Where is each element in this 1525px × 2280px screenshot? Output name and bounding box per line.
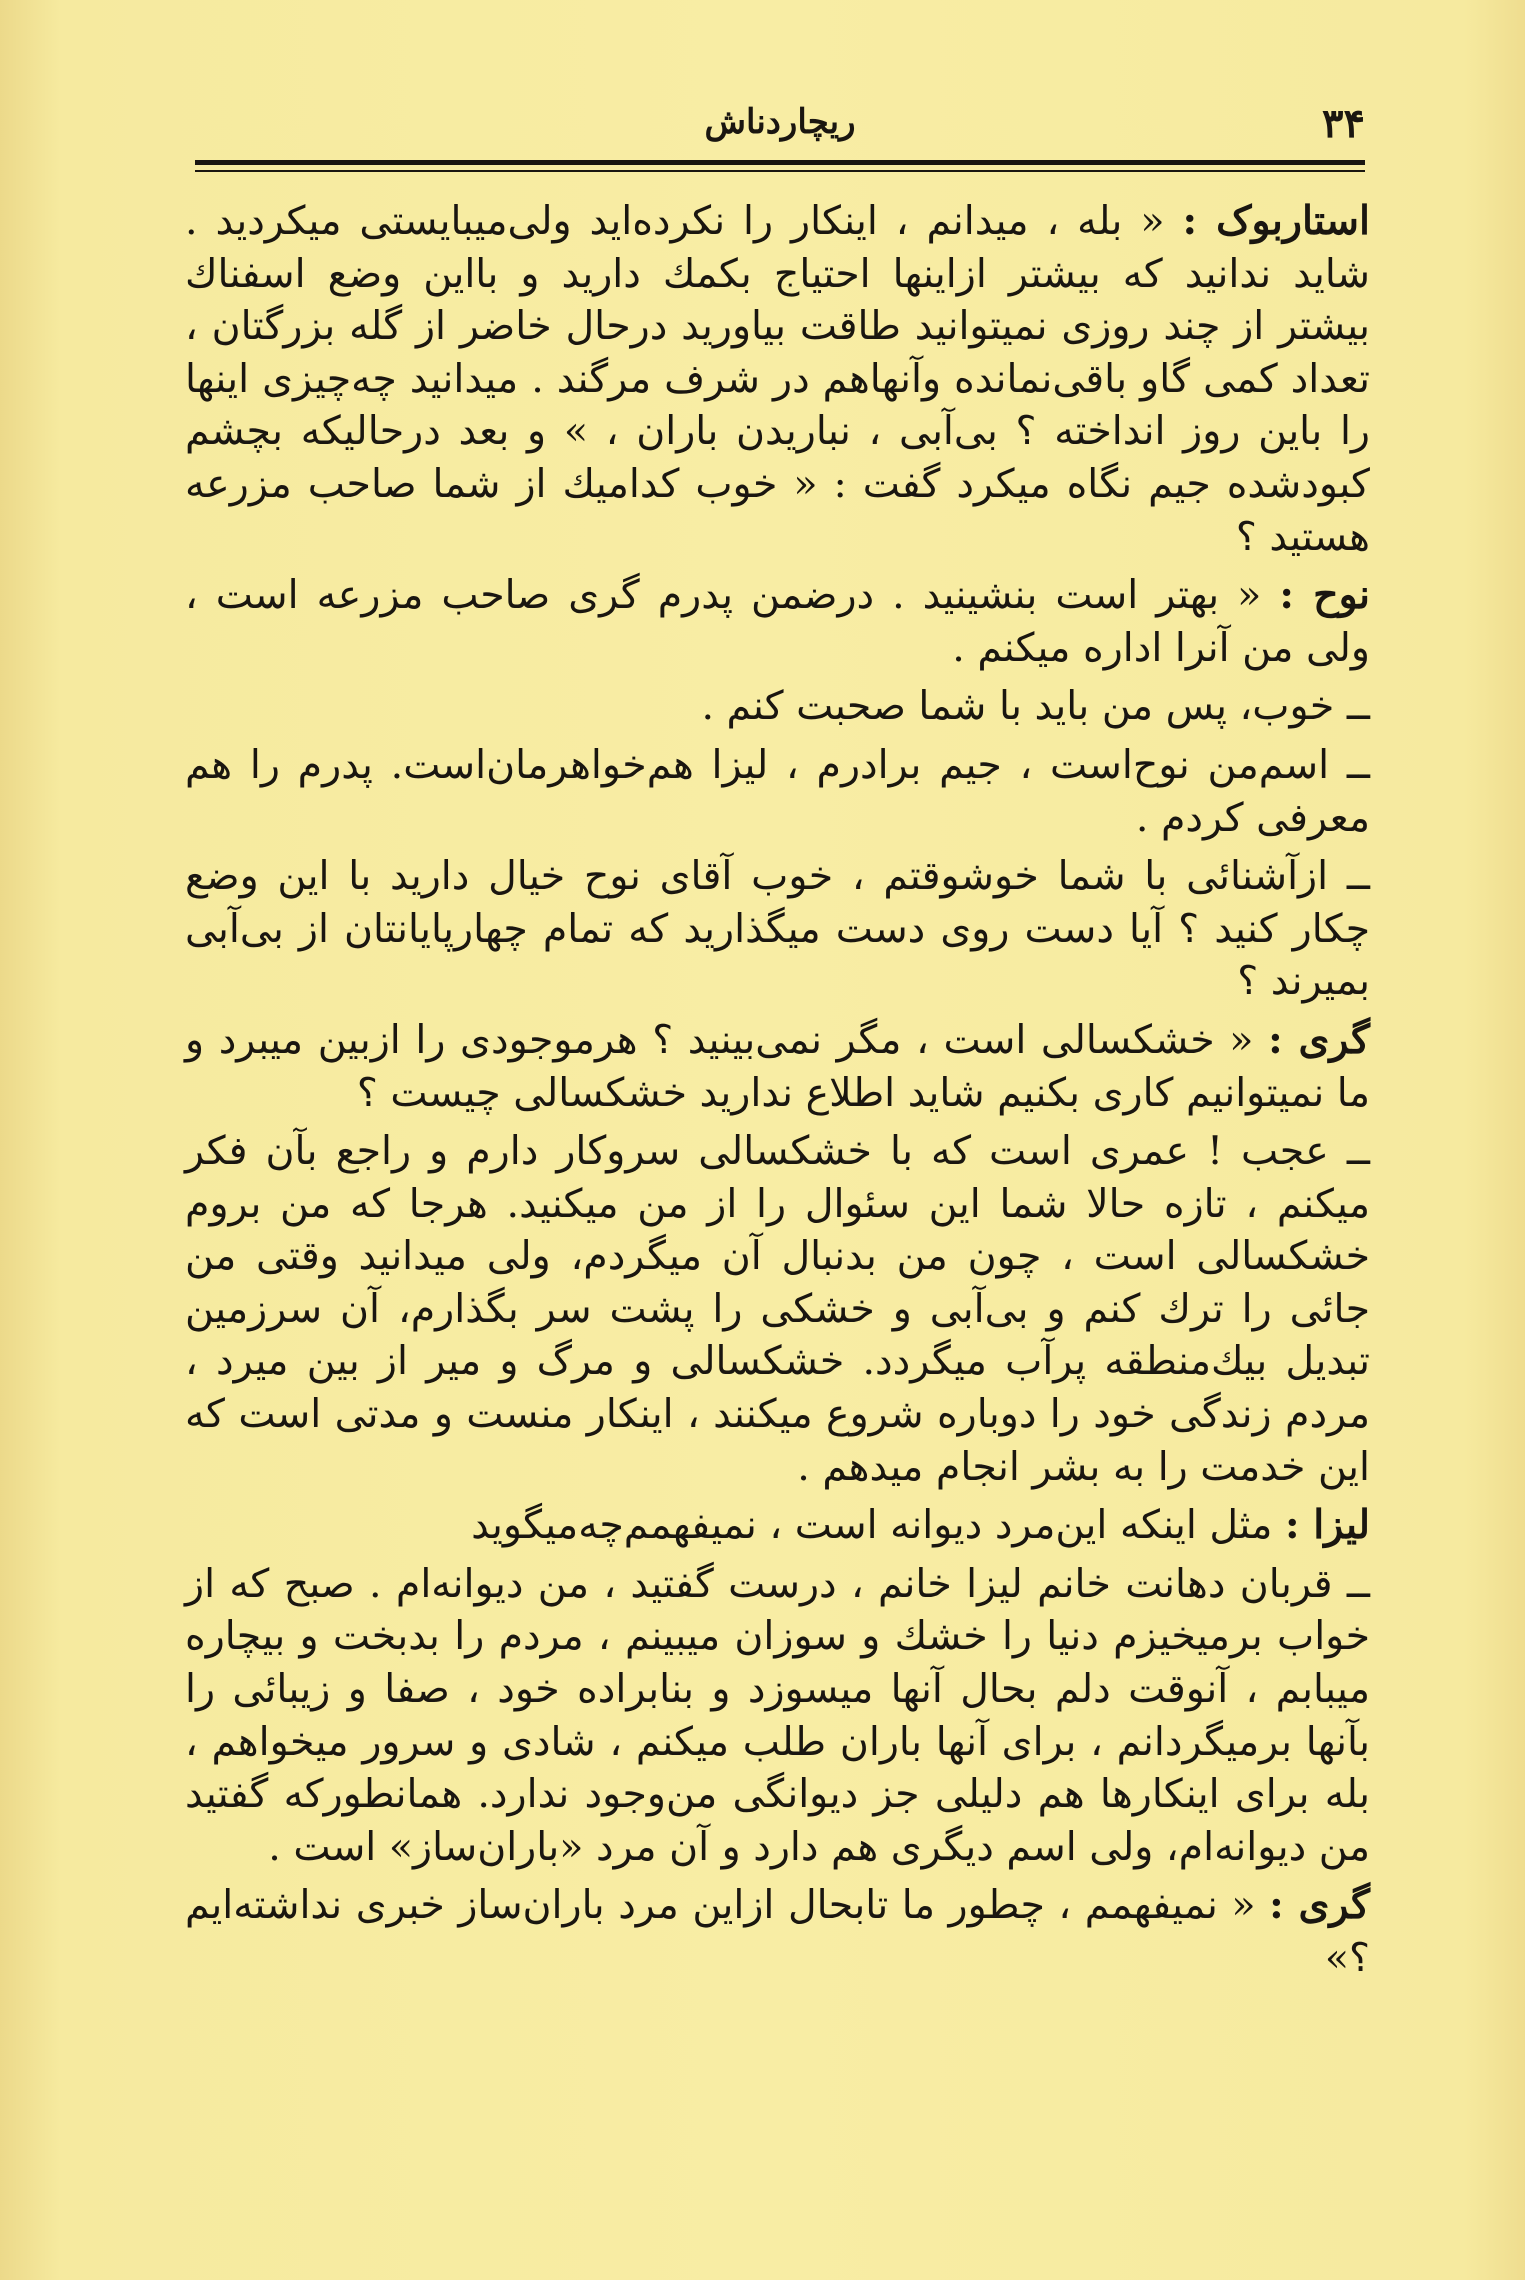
paragraph-text: « بله ، میدانم ، اینکار را نکرده‌اید ولی‌میبایستی میکردید . شاید ندانید که بیشتر ازاینها احتیاج بکمك دارید و بااین وضع اسفناك بیشتر از چند روزی نمیتوانید طاقت بیاورید درحال خاضر از گله بزرگتان ، تعداد کمی گاو باقی‌نمانده وآنهاهم در شرف مرگند . میدانید چه‌چیزی اینها را باین روز انداخته ؟ بی‌آبی ، نباریدن باران ، » و بعد درحالیکه بچشم کبودشده جیم نگاه میکرد گفت : « خوب کدامیك از شما صاحب مزرعه هستید ؟ bbox=[185, 198, 1370, 560]
paragraph bbox=[185, 195, 1370, 563]
speaker-label: گری : bbox=[1268, 1016, 1370, 1063]
speaker-label: لیزا : bbox=[1284, 1502, 1370, 1549]
paragraph-text: ــ ازآشنائی با شما خوشوقتم ، خوب آقای نوح خیال دارید با این وضع چکار کنید ؟ آیا دست روی دست میگذارید که تمام چهارپایانتان از بی‌آبی بمیرند ؟ bbox=[185, 853, 1370, 1005]
paragraph-text: « خشکسالی است ، مگر نمی‌بینید ؟ هرموجودی را ازبین میبرد و ما نمیتوانیم کاری بکنیم شاید اطلاع ندارید خشکسالی چیست ؟ bbox=[185, 1016, 1370, 1116]
body-text bbox=[185, 195, 1370, 1985]
paragraph bbox=[185, 739, 1370, 844]
paragraph bbox=[185, 569, 1370, 674]
paragraph-text: مثل اینکه این‌مرد دیوانه است ، نمیفهمم‌چه‌میگوید bbox=[471, 1502, 1285, 1549]
page-header bbox=[195, 100, 1365, 156]
paragraph bbox=[185, 680, 1370, 733]
paragraph-text: ــ قربان دهانت خانم لیزا خانم ، درست گفتید ، من دیوانه‌ام . صبح که از خواب برمیخیزم دنیا را خشك و سوزان میبینم ، مردم را بدبخت و بیچاره میبابم ، آنوقت دلم بحال آنها میسوزد و بنابراده خود ، صفا و زیبائی را بآنها برمیگردانم ، برای آنها باران طلب میکنم ، شادی و سرور میخواهم ، بله برای اینکارها هم دلیلی جز دیوانگی من‌وجود ندارد. همانطورکه گفتید من دیوانه‌ام، ولی اسم دیگری هم دارد و آن مرد «باران‌ساز» است . bbox=[185, 1560, 1370, 1870]
speaker-label: گری : bbox=[1269, 1882, 1370, 1929]
paragraph bbox=[185, 1879, 1370, 1984]
header-rule bbox=[195, 160, 1365, 165]
paragraph-text: ــ اسم‌من نوح‌است ، جیم برادرم ، لیزا هم‌خواهرمان‌است. پدرم را هم معرفی کردم . bbox=[185, 741, 1370, 841]
speaker-label: استاربوک : bbox=[1182, 198, 1371, 244]
speaker-label: نوح : bbox=[1279, 572, 1370, 619]
paragraph-text: ــ عجب ! عمری است که با خشکسالی سروکار دارم و راجع بآن فکر میکنم ، تازه حالا شما این سئوال را از من میکنید. هرجا که من بروم خشکسالی است ، چون من بدنبال آن میگردم، ولی میدانید وقتی من جائی را ترك کنم و بی‌آبی و خشکی را پشت سر بگذارم، آن سرزمین تبدیل بیك‌منطقه پرآب میگردد. خشکسالی و مرگ و میر از بین میرد ، مردم زندگی خود را دوباره شروع میکنند ، اینکار منست و مدتی است که این خدمت را به بشر انجام میدهم . bbox=[185, 1128, 1370, 1490]
running-title: ریچاردناش bbox=[704, 102, 856, 142]
paragraph-text: ــ خوب، پس من باید با شما صحبت کنم . bbox=[701, 683, 1370, 730]
paragraph bbox=[185, 1499, 1370, 1552]
paragraph bbox=[185, 1014, 1370, 1119]
paragraph bbox=[185, 850, 1370, 1008]
paragraph bbox=[185, 1125, 1370, 1493]
page-number: ۳۴ bbox=[1322, 100, 1365, 147]
paragraph-text: « بهتر است بنشینید . درضمن پدرم گری صاحب مزرعه است ، ولی من آنرا اداره میکنم . bbox=[185, 572, 1370, 671]
paragraph bbox=[185, 1558, 1370, 1874]
header-rule-thin bbox=[195, 170, 1365, 172]
paragraph-text: « نمیفهمم ، چطور ما تابحال ازاین مرد باران‌ساز خبری نداشته‌ایم ؟» bbox=[185, 1882, 1370, 1981]
